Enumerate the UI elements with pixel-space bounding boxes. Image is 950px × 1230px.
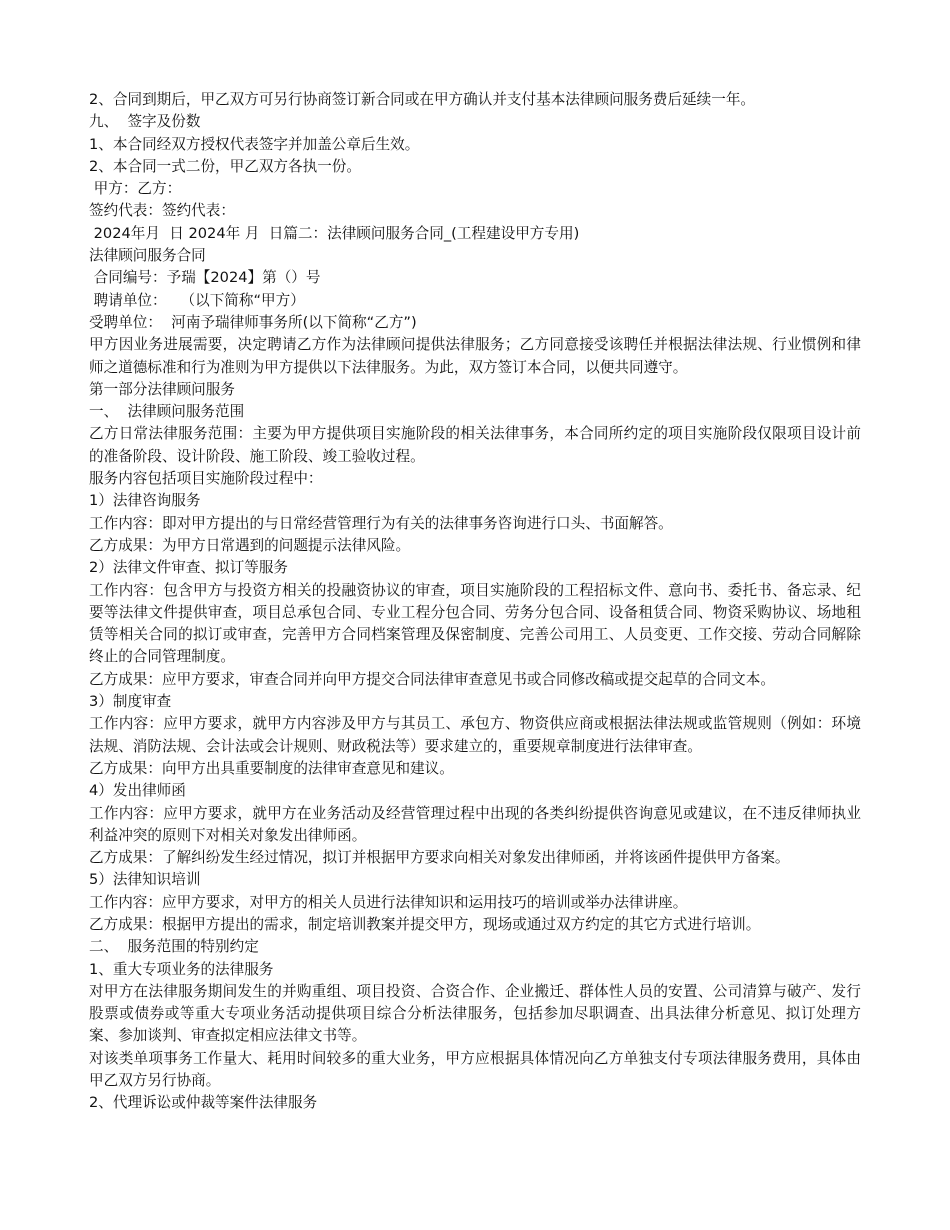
lawyer-letter-result: 乙方成果：了解纠纷发生经过情况，拟订并根据甲方要求向相关对象发出律师函，并将该函件提供甲方备案。 [89, 849, 790, 867]
consulting-work-content: 工作内容：即对甲方提出的与日常经营管理行为有关的法律事务咨询进行口头、书面解答。 [89, 514, 673, 532]
signature-parties: 甲方：乙方： [89, 180, 182, 198]
preamble-paragraph: 甲方因业务进展需要，决定聘请乙方作为法律顾问提供法律服务；乙方同意接受该聘任并根据法律法规、行业惯例和律师之道德标准和行为准则为甲方提供以下法律服务。为此，双方签订本合同，以便共同遵守。 [89, 336, 861, 376]
clause-effective: 1、本合同经双方授权代表签字并加盖公章后生效。 [89, 135, 420, 153]
signature-dates: 2024年月 日 2024年 月 日篇二：法律顾问服务合同_(工程建设甲方专用) [89, 224, 580, 242]
signature-representatives: 签约代表：签约代表： [89, 202, 235, 220]
service-content-intro: 服务内容包括项目实施阶段过程中： [89, 470, 323, 488]
lawyer-letter-work-content: 工作内容：应甲方要求，就甲方在业务活动及经营管理过程中出现的各类纠纷提供咨询意见或建议，在不违反律师执业利益冲突的原则下对相关对象发出律师函。 [89, 804, 861, 844]
section-heading-signature: 九、 签字及份数 [89, 113, 201, 131]
part-one-heading: 第一部分法律顾问服务 [89, 380, 235, 398]
document-review-work-content: 工作内容：包含甲方与投资方相关的投融资协议的审查，项目实施阶段的工程招标文件、意向书、委托书、备忘录、纪要等法律文件提供审查，项目总承包合同、专业工程分包合同、劳务分包合同、设备租赁合同、物资采购协议、场地租赁等相关合同的拟订或审查，完善甲方合同档案管理及保密制度、完善公司用工、人员变更、工作交接、劳动合同解除终止的合同管理制度。 [89, 581, 861, 666]
item-heading-document-review: 2）法律文件审查、拟订等服务 [89, 559, 289, 577]
contract-number: 合同编号：予瑞【2024】第（）号 [89, 269, 321, 287]
item-heading-training: 5）法律知识培训 [89, 871, 201, 889]
clause-renewal: 2、合同到期后，甲乙双方可另行协商签订新合同或在甲方确认并支付基本法律顾问服务费后延续一年。 [89, 91, 756, 108]
hired-party: 受聘单位： 河南予瑞律师事务所(以下简称“乙方”) [89, 313, 417, 331]
item-heading-litigation: 2、代理诉讼或仲裁等案件法律服务 [89, 1094, 318, 1112]
item-heading-lawyer-letter: 4）发出律师函 [89, 782, 186, 800]
clause-copies: 2、本合同一式二份，甲乙双方各执一份。 [89, 157, 361, 175]
document-title: 法律顾问服务合同 [89, 247, 206, 265]
item-heading-major-projects: 1、重大专项业务的法律服务 [89, 960, 274, 978]
major-projects-fee-paragraph: 对该类单项事务工作量大、耗用时间较多的重大业务，甲方应根据具体情况向乙方单独支付专项法律服务费用，具体由甲乙双方另行协商。 [89, 1049, 861, 1090]
contract-document [89, 89, 861, 1115]
document-review-result: 乙方成果：应甲方要求，审查合同并向甲方提交合同法律审查意见书或合同修改稿或提交起草的合同文本。 [89, 670, 775, 688]
scope-paragraph: 乙方日常法律服务范围：主要为甲方提供项目实施阶段的相关法律事务，本合同所约定的项目实施阶段仅限项目设计前的准备阶段、设计阶段、施工阶段、竣工验收过程。 [89, 425, 861, 465]
section-heading-special-terms: 二、 服务范围的特别约定 [89, 938, 259, 956]
item-heading-policy-review: 3）制度审查 [89, 693, 172, 711]
policy-review-work-content: 工作内容：应甲方要求，就甲方内容涉及甲方与其员工、承包方、物资供应商或根据法律法规或监管规则（例如：环境法规、消防法规、会计法或会计规则、财政税法等）要求建立的，重要规章制度进行法律审查。 [89, 715, 861, 755]
consulting-result: 乙方成果：为甲方日常遇到的问题提示法律风险。 [89, 536, 411, 554]
training-result: 乙方成果：根据甲方提出的需求，制定培训教案并提交甲方，现场或通过双方约定的其它方式进行培训。 [89, 915, 761, 933]
hiring-party: 聘请单位： （以下简称“甲方） [89, 291, 305, 309]
item-heading-consulting: 1）法律咨询服务 [89, 492, 201, 510]
training-work-content: 工作内容：应甲方要求，对甲方的相关人员进行法律知识和运用技巧的培训或举办法律讲座。 [89, 893, 688, 911]
major-projects-paragraph: 对甲方在法律服务期间发生的并购重组、项目投资、合资合作、企业搬迁、群体性人员的安置、公司清算与破产、发行股票或债券或等重大专项业务活动提供项目综合分析法律服务，包括参加尽职调查、出具法律分析意见、拟订处理方案、参加谈判、审查拟定相应法律文书等。 [89, 982, 861, 1045]
section-heading-scope: 一、 法律顾问服务范围 [89, 403, 245, 421]
policy-review-result: 乙方成果：向甲方出具重要制度的法律审查意见和建议。 [89, 759, 454, 777]
